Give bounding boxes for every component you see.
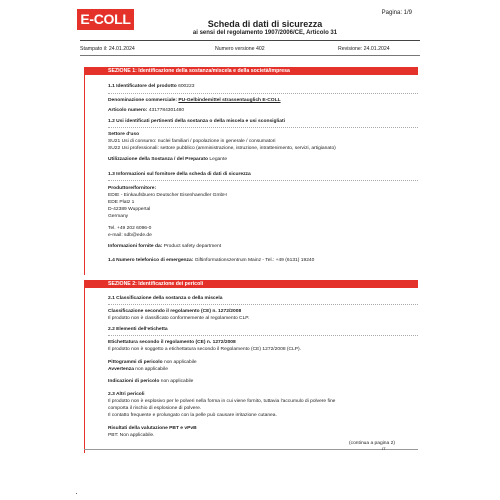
hazard-value: non applicabile — [160, 379, 194, 384]
producer-label: Produttore/fornitore: — [108, 186, 157, 191]
s21-heading: 2.1 Classificazione della sostanza o della miscela — [108, 296, 223, 301]
s22-heading: 2.2 Elementi dell'etichetta — [108, 327, 168, 332]
other-hazards-line-3: Il contatto frequente e prolungato con la pelle può causare irritazione cutanea. — [108, 413, 277, 418]
s11-value: 600223 — [178, 84, 195, 89]
warning-label: Avvertenza — [108, 367, 134, 372]
s13-heading: 1.3 Informazioni sul fornitore della scheda di dati di sicurezza — [108, 172, 251, 177]
separator — [108, 304, 418, 305]
s23-heading: 2.3 Altri pericoli — [108, 392, 145, 397]
use-line — [108, 157, 227, 163]
pictogram-value: non applicabile — [163, 360, 197, 365]
article-value: 4317784301480 — [148, 108, 185, 113]
su21-line: SU21 Usi di consumo: nuclei familiari / popolazione in generale / consumatori — [108, 139, 276, 144]
emergency-label: 1.4 Numero telefonico di emergenza: — [108, 258, 194, 263]
other-hazards-line-2: comporta il rischio di esplosione di polvere. — [108, 406, 202, 411]
section-2-left-bar — [84, 288, 85, 453]
section-2-header: SEZIONE 2: Identificazione dei pericoli — [84, 280, 418, 288]
trade-name-value: PU-Gelbindemittel strassentauglich E-COLL — [178, 98, 281, 103]
use-value: Legante — [209, 157, 228, 162]
hazard-line — [108, 379, 193, 385]
warning-value: non applicabile — [135, 367, 168, 372]
footer-rule — [84, 449, 418, 450]
article-line — [108, 108, 184, 114]
use-label: Utilizzazione della Sostanza / del Preparato — [108, 157, 209, 162]
header-rule — [80, 40, 420, 41]
separator — [108, 180, 418, 181]
logo: E-COLL — [77, 9, 134, 30]
trade-name-line — [108, 98, 281, 104]
s11-label: 1.1 Identificatore del prodotto — [108, 84, 177, 89]
meta-rule — [80, 55, 420, 56]
phone: Tel. +49 202 6096-0 — [108, 226, 152, 231]
hazard-label: Indicazioni di pericolo — [108, 379, 160, 384]
article-label: Articolo numero: — [108, 108, 148, 113]
info-line — [108, 244, 221, 250]
continue-note: (continua a pagina 2) — [349, 441, 395, 446]
classification-label: Classificazione secondo il regolamento (CE) n. 1272/2008 — [108, 309, 242, 314]
version-number: Numero versione 402 — [215, 46, 265, 52]
pbt-value: PBT: Non applicabile. — [108, 433, 155, 438]
pictogram-label: Pittogrammi di pericolo — [108, 360, 163, 365]
revision-date: Revisione: 24.01.2024 — [338, 46, 390, 52]
producer-line-4: Germany — [108, 214, 129, 219]
language-code: IT — [382, 446, 386, 451]
emergency-value: Giftinformationszentrum Mainz - Tel.: +49 (6131) 19240 — [194, 258, 315, 263]
section-1-left-bar — [84, 75, 85, 275]
email[interactable]: e-mail: sdb@ede.de — [108, 233, 152, 238]
separator — [108, 335, 418, 336]
su22-line: SU22 Usi professionali: settore pubblico (amministrazione, istruzione, intrattenimento, servizi, artigianato) — [108, 146, 336, 151]
warning-line — [108, 367, 168, 373]
section-1-header: SEZIONE 1: Identificazione della sostanza/miscela e della società/impresa — [84, 67, 418, 75]
document-subtitle: ai sensi del regolamento 1907/2006/CE, Articolo 31 — [192, 30, 338, 36]
labelling-label: Etichettatura secondo il regolamento (CE) n. 1272/2008 — [108, 340, 236, 345]
pictogram-line — [108, 360, 197, 366]
other-hazards-line-1: Il prodotto non è esplosivo per le polveri nella forma in cui viene fornito, tuttavia l'accumulo di polvere fine — [108, 399, 336, 404]
separator — [108, 127, 418, 128]
producer-line-1: EDIE - Einkaufsbuero Deutscher Eisenhaendler GmbH — [108, 193, 227, 198]
s11-line — [108, 84, 194, 90]
page-number: Pagina: 1/9 — [381, 10, 412, 16]
producer-line-2: EDE Platz 1 — [108, 200, 135, 205]
info-label: Informazioni fornite da: — [108, 244, 163, 249]
s12-heading: 1.2 Usi identificati pertinenti della sostanza o della miscela e usi sconsigliati — [108, 119, 285, 124]
sector-label: Settore d'uso — [108, 132, 140, 137]
separator — [108, 93, 418, 94]
info-value: Product safety department — [163, 244, 222, 249]
emergency-line — [108, 258, 314, 264]
labelling-value: Il prodotto non è soggetto a etichettatura secondo il Regolamento (CE) 1272/2008 (CLP). — [108, 347, 302, 352]
printed-date: Stampato il: 24.01.2024 — [80, 46, 135, 52]
classification-value: Il prodotto non è classificato conformemente al regolamento CLP. — [108, 316, 250, 321]
producer-line-3: D-42389 Wuppertal — [108, 207, 151, 212]
trade-name-label: Denominazione commerciale: — [108, 98, 178, 103]
document-title: Scheda di dati di sicurezza — [207, 19, 323, 29]
corner-mark — [76, 493, 77, 494]
pbt-label: Risultati della valutazione PBT e vPvB — [108, 426, 197, 431]
